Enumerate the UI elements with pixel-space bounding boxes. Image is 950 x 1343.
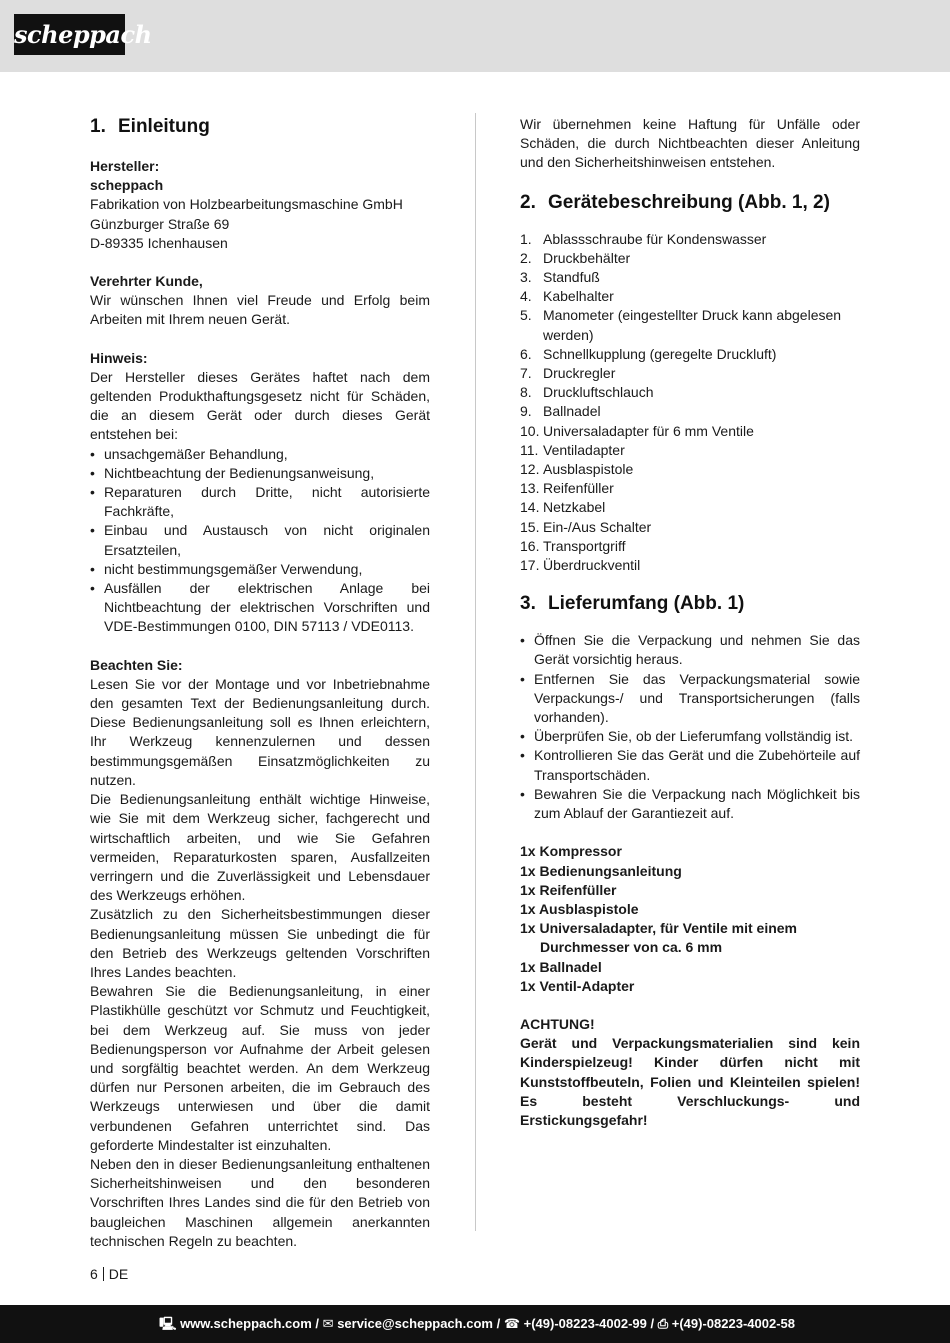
phone-icon: ☎: [503, 1316, 521, 1331]
list-item: • Nichtbeachtung der Bedienungsanweisung,: [90, 464, 430, 483]
scope-items: [520, 842, 860, 996]
email-link[interactable]: service@scheppach.com: [337, 1316, 493, 1331]
fax-number: +(49)-08223-4002-58: [671, 1316, 795, 1331]
list-item: 13. Reifenfüller: [520, 480, 614, 497]
scope-item: 1x Kompressor: [520, 843, 622, 860]
observe-paragraph: Bewahren Sie die Bedienungsanleitung, in einer Plastikhülle geschützt vor Schmutz und Feuchtigkeit, bei dem Werkzeug auf. Sie muss von jeder Bedienungsperson vor Aufnahme der Arbeit gelesen und sorgfältig beachtet werden. An dem Werkzeug dürfen nur Personen arbeiten, die im Gebrauch des Werkzeugs unterwiesen und über die damit verbundenen Gefahren unterrichtet sind. Das geforderte Mindestalter ist einzuhalten.: [90, 983, 430, 1153]
list-item: 10. Universaladapter für 6 mm Ventile: [520, 422, 754, 439]
scope-item: 1x Universaladapter, für Ventile mit einem Durchmesser von ca. 6 mm: [520, 920, 797, 956]
manufacturer-label: Hersteller:: [90, 158, 160, 174]
list-item: • unsachgemäßer Behandlung,: [90, 445, 430, 464]
computer-icon: 🖳: [159, 1316, 177, 1331]
list-item: 8. Druckluftschlauch: [520, 384, 654, 401]
list-item: 2. Druckbehälter: [520, 249, 631, 266]
parts-list: [520, 230, 860, 576]
list-item: 14. Netzkabel: [520, 499, 606, 516]
scope-item: 1x Ventil-Adapter: [520, 977, 635, 994]
section-3-heading: 3. Lieferumfang (Abb. 1): [520, 593, 745, 615]
section-1-heading: 1. Einleitung: [90, 116, 210, 137]
warning-text: Gerät und Verpackungsmaterialien sind kein Kinderspielzeug! Kinder dürfen nicht mit Kunststoffbeuteln, Folien und Kleinteilen spielen! Es besteht Verschluckungs- und Erstickungsgefahr!: [520, 1035, 860, 1128]
list-item: 3. Standfuß: [520, 269, 600, 286]
list-item: 12. Ausblaspistole: [520, 461, 634, 478]
observe-label: Beachten Sie:: [90, 656, 183, 673]
language-code: DE: [108, 1266, 129, 1282]
customer-text: Wir wünschen Ihnen viel Freude und Erfolg beim Arbeiten mit Ihrem neuen Gerät.: [90, 292, 430, 328]
list-item: 5. Manometer (eingestellter Druck kann abgelesen werden): [520, 307, 842, 343]
manufacturer-line: D-89335 Ichenhausen: [90, 234, 228, 251]
list-item: • Kontrollieren Sie das Gerät und die Zubehörteile auf Transportschäden.: [520, 746, 860, 784]
observe-paragraph: Zusätzlich zu den Sicherheitsbestimmungen dieser Bedienungsanleitung müssen Sie unbedingt die für den Betrieb des Werkzeugs geltenden Vorschriften Ihres Landes beachten.: [90, 906, 430, 980]
list-item: 15. Ein-/Aus Schalter: [520, 518, 652, 535]
scope-item: 1x Ausblaspistole: [520, 900, 639, 917]
page-number: 6 DE: [90, 1266, 129, 1282]
scope-item: 1x Ballnadel: [520, 958, 602, 975]
observe-paragraph: Neben den in dieser Bedienungsanleitung enthaltenen Sicherheitshinweisen und den besonderen Vorschriften Ihres Landes sind die für den Betrieb von baugleichen Maschinen allgemein anerkannten technischen Regeln zu beachten.: [90, 1155, 430, 1249]
phone-number: +(49)-08223-4002-99: [523, 1316, 647, 1331]
page-footer: 🖳 www.scheppach.com / ✉ service@scheppach.com / ☎ +(49)-08223-4002-99 / ⎙ +(49)-08223-4002-58: [0, 1305, 950, 1343]
notice-bullet-list: [90, 445, 430, 637]
customer-label: Verehrter Kunde,: [90, 273, 203, 290]
notice-label: Hinweis:: [90, 349, 148, 366]
list-item: 7. Druckregler: [520, 365, 616, 382]
manufacturer-line: Günzburger Straße 69: [90, 215, 230, 232]
right-column: [520, 115, 860, 1130]
website-link[interactable]: www.scheppach.com: [180, 1316, 312, 1331]
list-item: • Bewahren Sie die Verpackung nach Möglichkeit bis zum Ablauf der Garantiezeit auf.: [520, 785, 860, 823]
scope-item: 1x Reifenfüller: [520, 881, 617, 898]
notice-text: Der Hersteller dieses Gerätes haftet nach dem geltenden Produkthaftungsgesetz nicht für Schäden, die an diesem Gerät oder durch dieses Gerät entstehen bei:: [90, 368, 430, 443]
list-item: • Reparaturen durch Dritte, nicht autorisierte Fachkräfte,: [90, 483, 430, 521]
fax-icon: ⎙: [657, 1316, 669, 1331]
list-item: 16. Transportgriff: [520, 537, 626, 554]
list-item: • Einbau und Austausch von nicht originalen Ersatzteilen,: [90, 521, 430, 559]
list-item: • nicht bestimmungsgemäßer Verwendung,: [90, 560, 430, 579]
scheppach-logo: scheppach: [14, 14, 125, 55]
list-item: • Entfernen Sie das Verpackungsmaterial sowie Verpackungs-/ und Transportsicherungen (falls vorhanden).: [520, 670, 860, 728]
warning-label: ACHTUNG!: [520, 1015, 595, 1032]
list-item: 17. Überdruckventil: [520, 557, 641, 574]
liability-text: Wir übernehmen keine Haftung für Unfälle oder Schäden, die durch Nichtbeachten dieser Anleitung und den Sicherheitshinweisen entstehen.: [520, 116, 860, 171]
manufacturer-line: Fabrikation von Holzbearbeitungsmaschine GmbH: [90, 196, 403, 213]
column-divider: [475, 113, 476, 1231]
observe-paragraph: Lesen Sie vor der Montage und vor Inbetriebnahme den gesamten Text der Bedienungsanleitung durch. Diese Bedienungsanleitung soll es Ihnen erleichtern, Ihr Werkzeug kennenzulernen und dessen bestimmungsgemäßen Einsatzmöglichkeiten zu nutzen.: [90, 675, 430, 788]
list-item: • Überprüfen Sie, ob der Lieferumfang vollständig ist.: [520, 727, 860, 746]
scope-bullet-list: [520, 631, 860, 823]
list-item: 6. Schnellkupplung (geregelte Druckluft): [520, 345, 777, 362]
observe-paragraph: Die Bedienungsanleitung enthält wichtige Hinweise, wie Sie mit dem Werkzeug sicher, fachgerecht und wirtschaftlich arbeiten, und wie Sie Gefahren vermeiden, Reparaturkosten sparen, Ausfallzeiten verringern und die Zuverlässigkeit und Lebensdauer des Werkzeugs erhöhen.: [90, 791, 430, 904]
page-header: [0, 0, 950, 72]
list-item: 4. Kabelhalter: [520, 288, 614, 305]
list-item: • Ausfällen der elektrischen Anlage bei Nichtbeachtung der elektrischen Vorschriften und VDE-Bestimmungen 0100, DIN 57113 / VDE0113.: [90, 579, 430, 637]
scope-item: 1x Bedienungsanleitung: [520, 862, 682, 879]
list-item: 1. Ablassschraube für Kondenswasser: [520, 230, 767, 247]
list-item: 9. Ballnadel: [520, 403, 601, 420]
mail-icon: ✉: [322, 1316, 334, 1331]
list-item: • Öffnen Sie die Verpackung und nehmen Sie das Gerät vorsichtig heraus.: [520, 631, 860, 669]
manufacturer-name: scheppach: [90, 177, 164, 194]
section-2-heading: 2. Gerätebeschreibung (Abb. 1, 2): [520, 191, 830, 213]
list-item: 11. Ventiladapter: [520, 441, 625, 458]
left-column: [90, 115, 430, 1251]
